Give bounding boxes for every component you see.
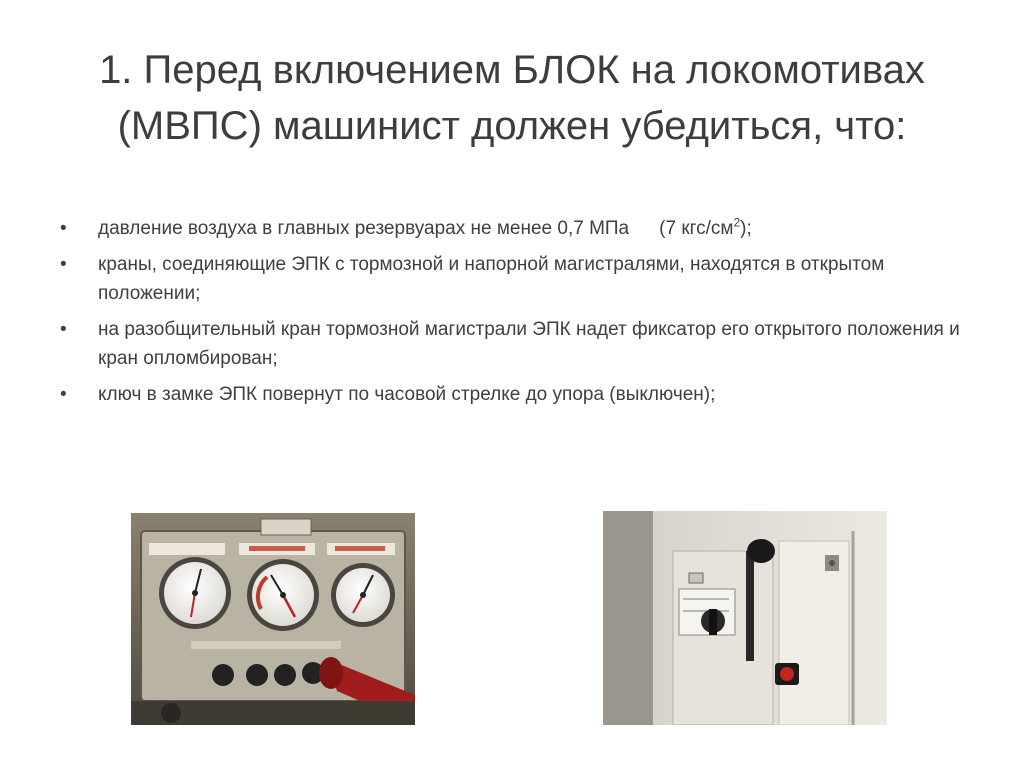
bullet-item <box>60 214 980 243</box>
bullet-item <box>60 250 980 308</box>
title-line-1: 1. Перед включением БЛОК на локомотивах <box>99 48 925 92</box>
bullet-dot: • <box>60 384 67 405</box>
bullet-text: давление воздуха в главных резервуарах не менее 0,7 МПа <box>98 218 630 239</box>
bullet-item <box>60 315 980 373</box>
bullet-text: на разобщительный кран тормозной магистрали ЭПК надет фиксатор его открытого положения и кран опломбирован; <box>98 319 960 369</box>
bullet-suffix: (7 кгс/$см^2$); <box>659 215 752 239</box>
gauge-panel-photo <box>131 513 415 725</box>
bullet-list <box>60 214 980 416</box>
bullet-item <box>60 380 980 409</box>
bullet-text: ключ в замке ЭПК повернут по часовой стрелке до упора (выключен); <box>98 384 716 405</box>
title-line-2: (МВПС) машинист должен убедиться, что: <box>117 104 907 148</box>
slide-title <box>40 42 984 154</box>
bullet-dot: • <box>60 218 67 239</box>
epk-cabinet-photo <box>603 511 887 725</box>
bullet-text: краны, соединяющие ЭПК с тормозной и напорной магистралями, находятся в открытом положении; <box>98 254 885 304</box>
bullet-dot: • <box>60 254 67 275</box>
bullet-dot: • <box>60 319 67 340</box>
